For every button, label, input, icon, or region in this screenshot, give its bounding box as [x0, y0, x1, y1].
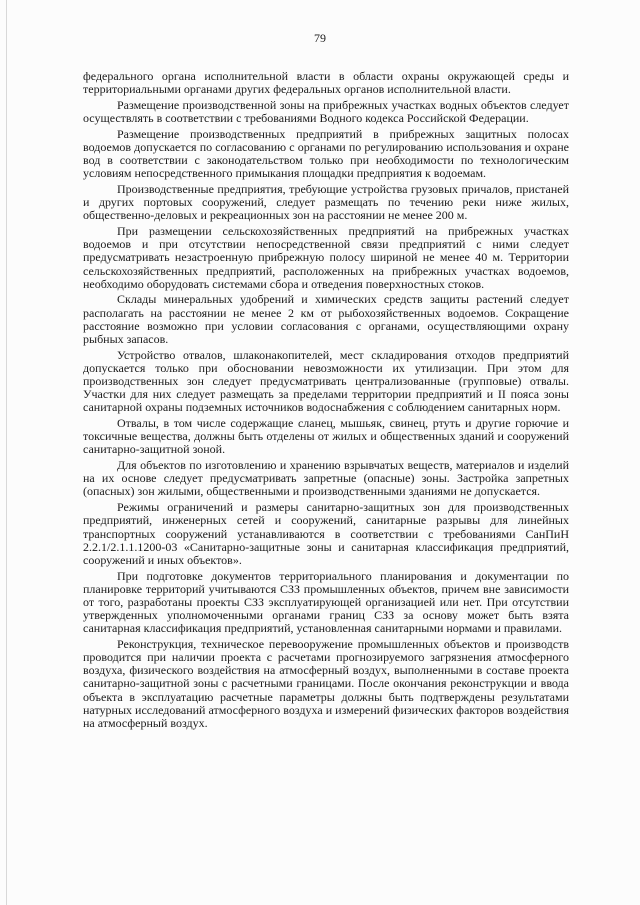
- paragraph-dumps: Устройство отвалов, шлаконакопителей, мест складирования отходов предприятий допускается только при обосновании невозможности их утилизации. При этом для производственных зон следует предусматривать централизованные (групповые) отвалы. Участки для них следует размещать за пределами территории предприятий и II пояса зоны санитарной охраны подземных источников водоснабжения с соблюдением санитарных норм.: [83, 347, 569, 415]
- page-number: 79: [314, 31, 326, 45]
- paragraph-sanitary-zones: Режимы ограничений и размеры санитарно-защитных зон для производственных предприятий, инженерных сетей и сооружений, санитарные разрывы для линейных транспортных сооружений устанавливаются в соответствии с требованиями СанПиН 2.2.1/2.1.1.1200-03 «Санитарно-защитные зоны и санитарная классификация предприятий, сооружений и иных объектов».: [83, 500, 569, 567]
- paragraph-fertilizer-warehouses: Склады минеральных удобрений и химических средств защиты растений следует располагать на расстоянии не менее 2 км от рыбохозяйственных водоемов. Сокращение расстояние возможно при условии согласования с органами, осуществляющими охрану рыбных запасов.: [83, 292, 569, 346]
- paragraph-agricultural-enterprises: При размещении сельскохозяйственных предприятий на прибрежных участках водоемов и при отсутствии непосредственной связи предприятий с ними следует предусматривать незастроенную прибрежную полосу шириной не менее 40 м. Территории сельскохозяйственных предприятий, расположенных на прибрежных участках водоемов, необходимо оборудовать системами сбора и отведения поверхностных стоков.: [83, 224, 569, 291]
- paragraph-territorial-planning: При подготовке документов территориального планирования и документации по планировке территорий учитываются СЗЗ промышленных объектов, причем вне зависимости от того, разработаны проекты СЗЗ эксплуатирующей организацией или нет. При отсутствии утвержденных уполномоченными органами границ СЗЗ за основу может быть взята санитарная классификация предприятий, установленная санитарными нормами и правилами.: [83, 568, 569, 636]
- paragraph-production-zone-placement: Размещение производственной зоны на прибрежных участках водных объектов следует осуществлять в соответствии с требованиями Водного кодекса Российской Федерации.: [83, 97, 569, 126]
- paragraph-reconstruction: Реконструкция, техническое перевооружение промышленных объектов и производств проводится при наличии проекта с расчетами прогнозируемого загрязнения атмосферного воздуха, физического воздействия на атмосферный воздух, выполненными в составе проекта санитарно-защитной зоны с расчетными границами. После окончания реконструкции и ввода объекта в эксплуатацию расчетные параметры должны быть подтверждены результатами натурных исследований атмосферного воздуха и измерений физических факторов воздействия на атмосферный воздух.: [83, 636, 569, 730]
- paragraph-continuation: федерального органа исполнительной власти в области охраны окружающей среды и территориальными органами других федеральных органов исполнительной власти.: [83, 69, 569, 97]
- paragraph-port-facilities: Производственные предприятия, требующие устройства грузовых причалов, пристаней и других портовых сооружений, следует размещать по течению реки ниже жилых, общественно-деловых и рекреационных зон на расстоянии не менее 200 м.: [83, 182, 569, 223]
- paragraph-protective-strips: Размещение производственных предприятий в прибрежных защитных полосах водоемов допускается по согласованию с органами по регулированию использования и охране вод в соответствии с законодательством только при необходимости по технологическим условиям непосредственного примыкания площадки предприятия к водоемам.: [83, 126, 569, 181]
- page-edge-line: [6, 0, 7, 905]
- document-body: [83, 70, 569, 733]
- paragraph-toxic-dumps: Отвалы, в том числе содержащие сланец, мышьяк, свинец, ртуть и другие горючие и токсичные вещества, должны быть отделены от жилых и общественных зданий и сооружений санитарно-защитной зоной.: [83, 416, 569, 457]
- paragraph-explosives: Для объектов по изготовлению и хранению взрывчатых веществ, материалов и изделий на их основе следует предусматривать запретные (опасные) зоны. Застройка запретных (опасных) зон жилыми, общественными и производственными зданиями не допускается.: [83, 458, 569, 499]
